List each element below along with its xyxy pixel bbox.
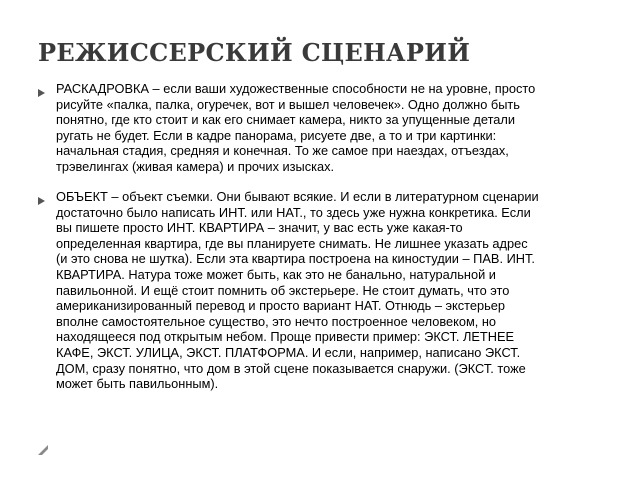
text-line: находящееся под открытым небом. Проще привести пример: ЭКСТ. ЛЕТНЕЕ <box>56 329 515 345</box>
text-line: (и это снова не шутка). Если эта квартира построена на киностудии – ПАВ. ИНТ. <box>56 251 535 267</box>
triangle-bullet-icon <box>38 89 45 97</box>
triangle-bullet-icon <box>38 197 45 205</box>
bullet-paragraph-object <box>56 189 604 392</box>
text-line: достаточно было написать ИНТ. или НАТ., то здесь уже нужна конкретика. Если <box>56 204 531 220</box>
text-line: определенная квартира, где вы планируете снимать. Не лишнее указать адрес <box>56 235 528 251</box>
text-line: может быть павильонным). <box>56 376 219 392</box>
text-line: павильонной. И ещё стоит помнить об экстерьере. Не стоит думать, что это <box>56 282 510 298</box>
text-line: начальная стадия, средняя и конечная. То же самое при наездах, отъездах, <box>56 143 509 159</box>
text-line: трэвелингах (живая камера) и прочих изысках. <box>56 158 335 174</box>
text-line: ОБЪЕКТ – объект съемки. Они бывают всякие. И если в литературном сценарии <box>56 189 539 204</box>
slide-title: РЕЖИССЕРСКИЙ СЦЕНАРИЙ <box>38 38 471 67</box>
text-line: вы пишете просто ИНТ. КВАРТИРА – значит, у вас есть уже какая-то <box>56 220 463 236</box>
text-line: РАСКАДРОВКА – если ваши художественные способности не на уровне, просто <box>56 81 536 96</box>
text-line: КАФЕ, ЭКСТ. УЛИЦА, ЭКСТ. ПЛАТФОРМА. И если, например, написано ЭКСТ. <box>56 344 521 360</box>
text-line: понятно, где кто стоит и как его снимает камера, никто за упущенные детали <box>56 112 516 128</box>
text-line: рисуйте «палка, палка, огуречек, вот и вышел человечек». Одно должно быть <box>56 96 520 112</box>
text-line: ДОМ, сразу понятно, что дом в этой сцене показывается снаружи. (ЭКСТ. тоже <box>56 360 526 376</box>
corner-mark-icon <box>36 443 50 457</box>
text-line: вполне самостоятельное существо, это нечто построенное человеком, но <box>56 313 497 329</box>
text-line: КВАРТИРА. Натура тоже может быть, как это не банально, натуральной и <box>56 266 496 282</box>
text-line: американизированный перевод и просто вариант НАТ. Отнюдь – экстерьер <box>56 298 506 314</box>
text-line: ругать не будет. Если в кадре панорама, рисуете две, а то и три картинки: <box>56 127 497 143</box>
bullet-paragraph-storyboard <box>56 81 604 175</box>
